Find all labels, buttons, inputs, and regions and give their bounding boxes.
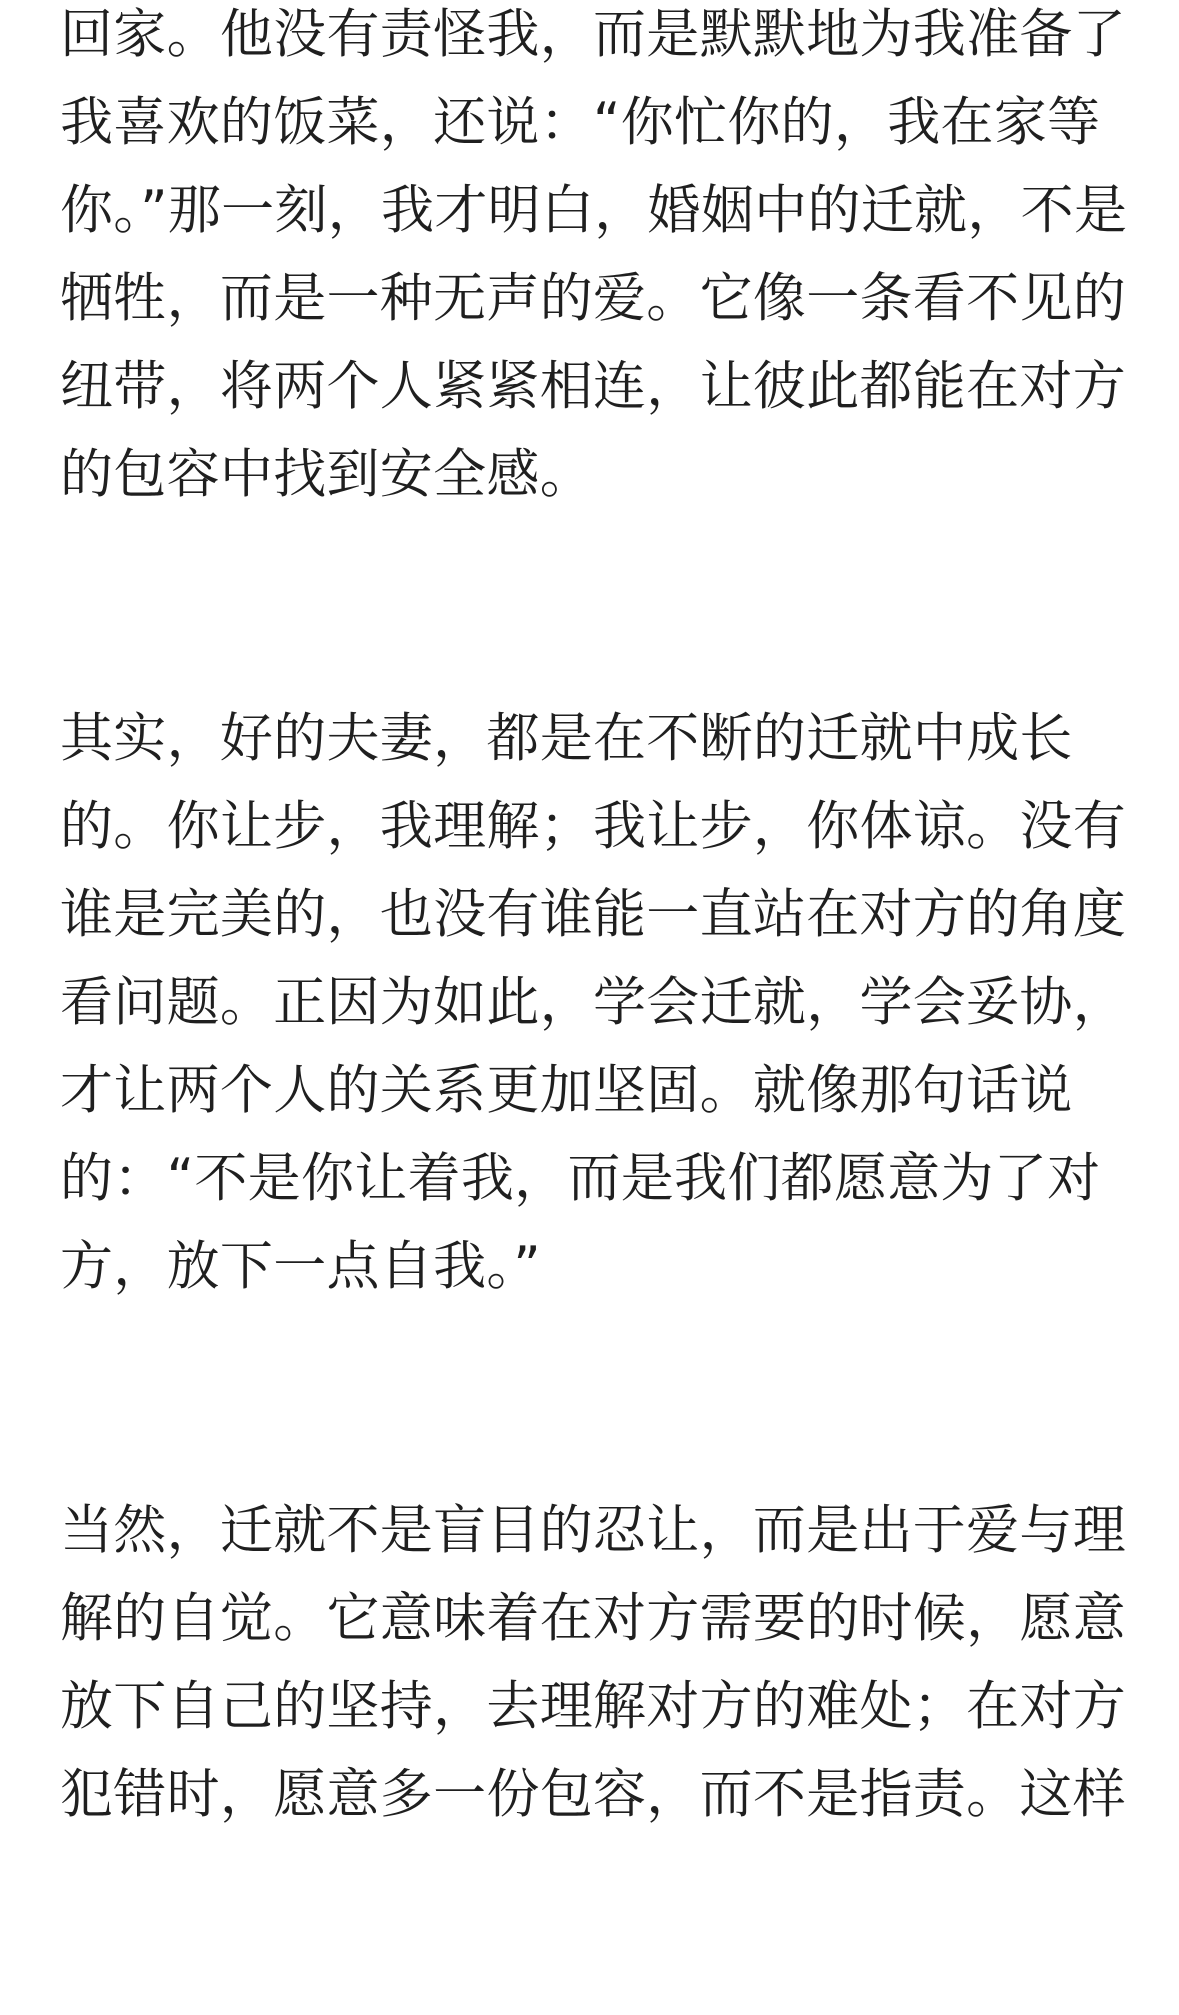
text-line: 解的自觉。它意味着在对方需要的时候，愿意 [60, 1588, 1126, 1649]
paragraph-1 [60, 0, 1128, 519]
text-line: 犯错时，愿意多一份包容，而不是指责。这样 [60, 1764, 1126, 1825]
text-line: 当然，迁就不是盲目的忍让，而是出于爱与理 [60, 1500, 1126, 1561]
paragraph-2 [60, 695, 1126, 1311]
text-line: 其实，好的夫妻，都是在不断的迁就中成长 [60, 708, 1073, 769]
text-line: 看问题。正因为如此，学会迁就，学会妥协， [60, 972, 1126, 1033]
text-line: 我喜欢的饭菜，还说：“你忙你的，我在家等 [60, 92, 1101, 153]
article-body [60, 0, 1128, 2015]
text-line: 才让两个人的关系更加坚固。就像那句话说 [60, 1060, 1073, 1121]
text-line: 的：“不是你让着我，而是我们都愿意为了对 [60, 1148, 1101, 1209]
text-line: 回家。他没有责怪我，而是默默地为我准备了 [60, 4, 1126, 65]
paragraph-3 [60, 1487, 1126, 1839]
text-line: 牺牲，而是一种无声的爱。它像一条看不见的 [60, 268, 1126, 329]
text-line: 放下自己的坚持，去理解对方的难处；在对方 [60, 1676, 1126, 1737]
text-line: 的包容中找到安全感。 [60, 444, 593, 505]
text-line: 方，放下一点自我。” [60, 1236, 541, 1297]
text-line: 的。你让步，我理解；我让步，你体谅。没有 [60, 796, 1126, 857]
text-line: 你。”那一刻，我才明白，婚姻中的迁就，不是 [60, 180, 1128, 241]
text-line: 谁是完美的，也没有谁能一直站在对方的角度 [60, 884, 1126, 945]
text-line: 纽带，将两个人紧紧相连，让彼此都能在对方 [60, 356, 1126, 417]
